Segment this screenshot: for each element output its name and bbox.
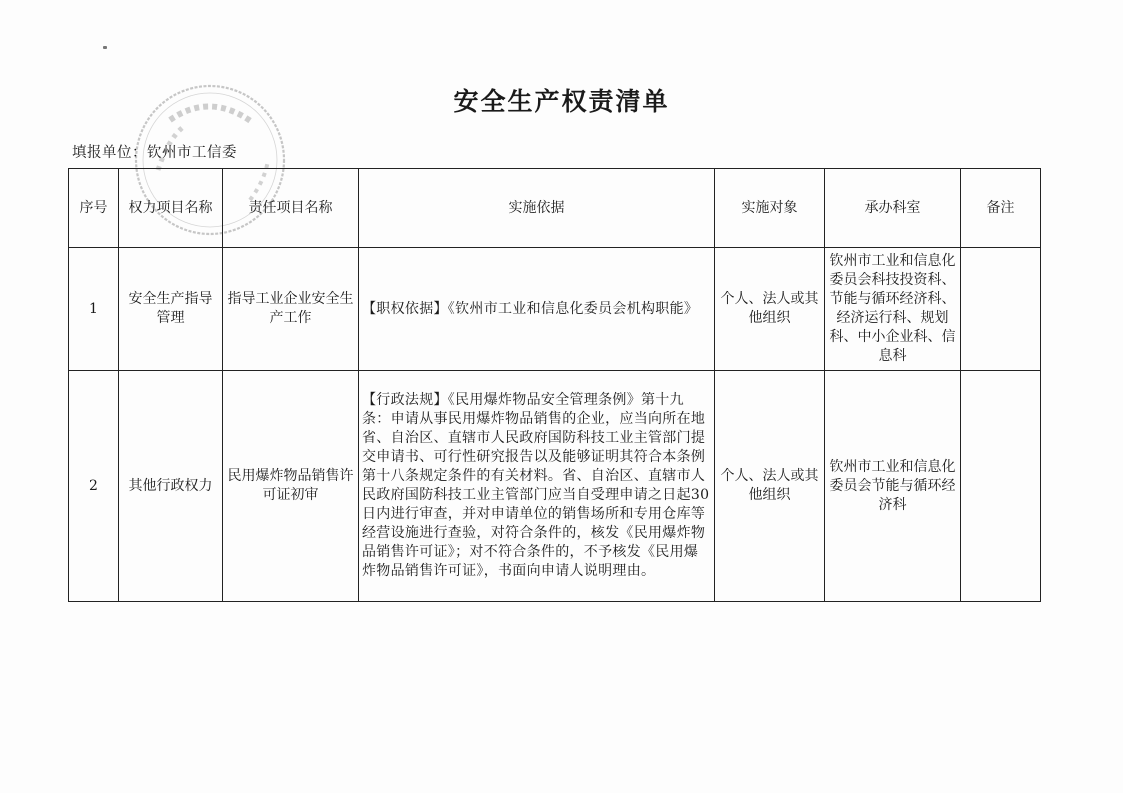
filler-unit-label: 填报单位：钦州市工信委: [72, 145, 237, 161]
header-cell-responsibility-item: 责任项目名称: [223, 169, 359, 248]
responsibility-table: [68, 168, 1041, 602]
cell-target: 个人、法人或其他组织: [715, 248, 825, 371]
header-cell-target: 实施对象: [715, 169, 825, 248]
table-row: [69, 371, 1041, 602]
document-title: 安全生产权责清单: [453, 87, 670, 116]
cell-remark: [961, 371, 1041, 602]
cell-responsibility-item: 民用爆炸物品销售许可证初审: [223, 371, 359, 602]
cell-basis: 【职权依据】《钦州市工业和信息化委员会机构职能》: [359, 248, 715, 371]
cell-no: 1: [69, 248, 119, 371]
cell-target: 个人、法人或其他组织: [715, 371, 825, 602]
header-cell-basis: 实施依据: [359, 169, 715, 248]
table-header-row: [69, 169, 1041, 248]
cell-responsibility-item: 指导工业企业安全生产工作: [223, 248, 359, 371]
scan-speck: [103, 46, 107, 49]
header-cell-department: 承办科室: [825, 169, 961, 248]
table-row: [69, 248, 1041, 371]
cell-remark: [961, 248, 1041, 371]
cell-power-item: 其他行政权力: [119, 371, 223, 602]
cell-power-item: 安全生产指导管理: [119, 248, 223, 371]
cell-department: 钦州市工业和信息化委员会节能与循环经济科: [825, 371, 961, 602]
cell-no: 2: [69, 371, 119, 602]
header-cell-remark: 备注: [961, 169, 1041, 248]
header-cell-power-item: 权力项目名称: [119, 169, 223, 248]
cell-basis: 【行政法规】《民用爆炸物品安全管理条例》第十九条：申请从事民用爆炸物品销售的企业，应当向所在地省、自治区、直辖市人民政府国防科技工业主管部门提交申请书、可行性研究报告以及能够证明其符合本条例第十八条规定条件的有关材料。省、自治区、直辖市人民政府国防科技工业主管部门应当自受理申请之日起30日内进行审查，并对申请单位的销售场所和专用仓库等经营设施进行查验，对符合条件的，核发《民用爆炸物品销售许可证》；对不符合条件的，不予核发《民用爆炸物品销售许可证》，书面向申请人说明理由。: [359, 371, 715, 602]
cell-department: 钦州市工业和信息化委员会科技投资科、节能与循环经济科、经济运行科、规划科、中小企业科、信息科: [825, 248, 961, 371]
header-cell-no: 序号: [69, 169, 119, 248]
